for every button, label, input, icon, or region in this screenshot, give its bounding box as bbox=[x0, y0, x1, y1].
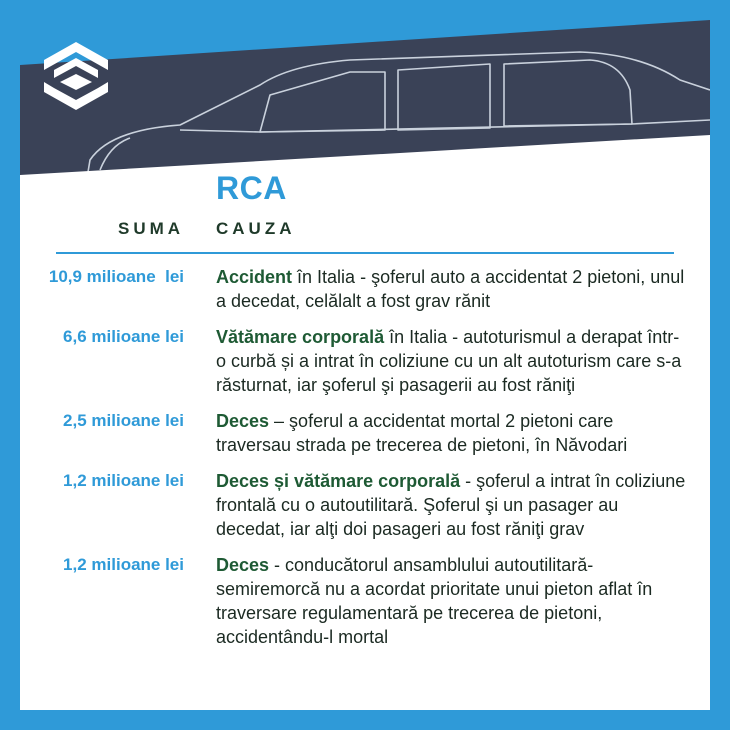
cause bbox=[216, 409, 686, 457]
cause-text: – şoferul a accidentat mortal 2 pietoni care traversau strada pe trecerea de pietoni, în Năvodari bbox=[216, 411, 628, 455]
cause-text: - conducătorul ansamblului autoutilitară-semiremorcă nu a acordat prioritate unui pieton aflat în traversare regulamentară pe trecerea de pietoni, accidentându-l mortal bbox=[216, 555, 653, 647]
cause-title: Vătămare corporală bbox=[216, 327, 385, 347]
list-item bbox=[0, 409, 730, 457]
amount: 1,2 milioane lei bbox=[63, 471, 184, 490]
list-item bbox=[0, 469, 730, 541]
layered-cube-logo-icon bbox=[40, 40, 112, 112]
amount: 2,5 milioane lei bbox=[63, 411, 184, 430]
cause-title: Accident bbox=[216, 267, 293, 287]
cause-title: Deces bbox=[216, 555, 270, 575]
cause-title: Deces și vătămare corporală bbox=[216, 471, 461, 491]
claims-list bbox=[0, 265, 730, 661]
column-header-suma: SUMA bbox=[118, 219, 185, 238]
cause bbox=[216, 325, 686, 397]
amount: 6,6 milioane lei bbox=[63, 327, 184, 346]
cause bbox=[216, 553, 686, 649]
amount: 1,2 milioane lei bbox=[63, 555, 184, 574]
cause-text: în Italia - şoferul auto a accidentat 2 pietoni, unul a decedat, celălalt a fost grav rănit bbox=[216, 267, 685, 311]
cause bbox=[216, 265, 686, 313]
cause-title: Deces bbox=[216, 411, 270, 431]
list-item bbox=[0, 325, 730, 397]
list-item bbox=[0, 265, 730, 313]
page-title: RCA bbox=[216, 170, 287, 206]
cause bbox=[216, 469, 686, 541]
column-header-cauza: CAUZA bbox=[216, 219, 296, 238]
amount: 10,9 milioane lei bbox=[48, 267, 184, 286]
list-item bbox=[0, 553, 730, 649]
cause-text: în Italia - autoturismul a derapat într-o curbă și a intrat în coliziune cu un alt autoturism care s-a răsturnat, iar şoferul şi pasagerii au fost răniţi bbox=[216, 327, 682, 395]
header-divider bbox=[56, 252, 674, 254]
cause-text: - şoferul a intrat în coliziune frontală cu o autoutilitară. Şoferul şi un pasager au decedat, iar alţi doi pasageri au fost răniţi grav bbox=[216, 471, 686, 539]
